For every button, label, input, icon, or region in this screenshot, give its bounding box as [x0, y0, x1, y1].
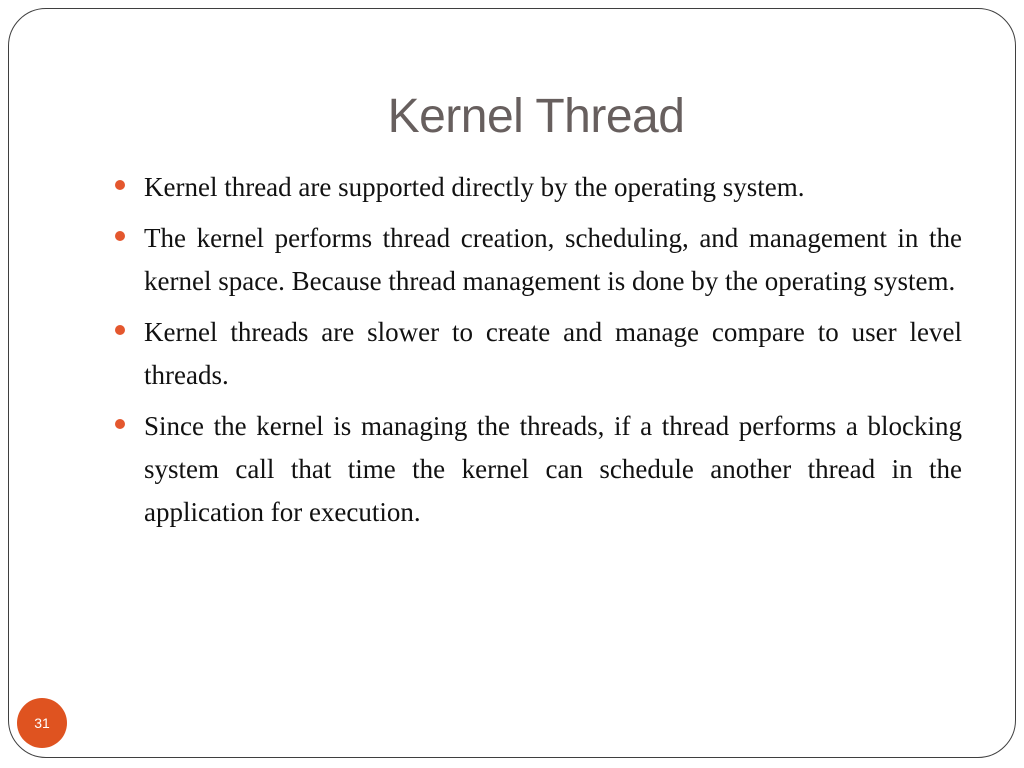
bullet-item	[112, 405, 962, 534]
bullet-text: Since the kernel is managing the threads, if a thread performs a blocking system call that time the kernel can schedule another thread in the application for execution.	[144, 411, 962, 527]
bullet-dot-icon	[115, 325, 125, 335]
bullet-text: Kernel thread are supported directly by the operating system.	[144, 172, 805, 202]
bullet-item	[112, 217, 962, 303]
bullet-list	[112, 166, 962, 542]
bullet-dot-icon	[115, 419, 125, 429]
bullet-dot-icon	[115, 231, 125, 241]
page-number-badge: 31	[17, 698, 67, 748]
bullet-text: The kernel performs thread creation, scheduling, and management in the kernel space. Because thread management is done by the operating system.	[144, 223, 962, 296]
bullet-item	[112, 166, 962, 209]
bullet-dot-icon	[115, 180, 125, 190]
bullet-text: Kernel threads are slower to create and manage compare to user level threads.	[144, 317, 962, 390]
slide-title: Kernel Thread	[387, 90, 685, 143]
bullet-item	[112, 311, 962, 397]
